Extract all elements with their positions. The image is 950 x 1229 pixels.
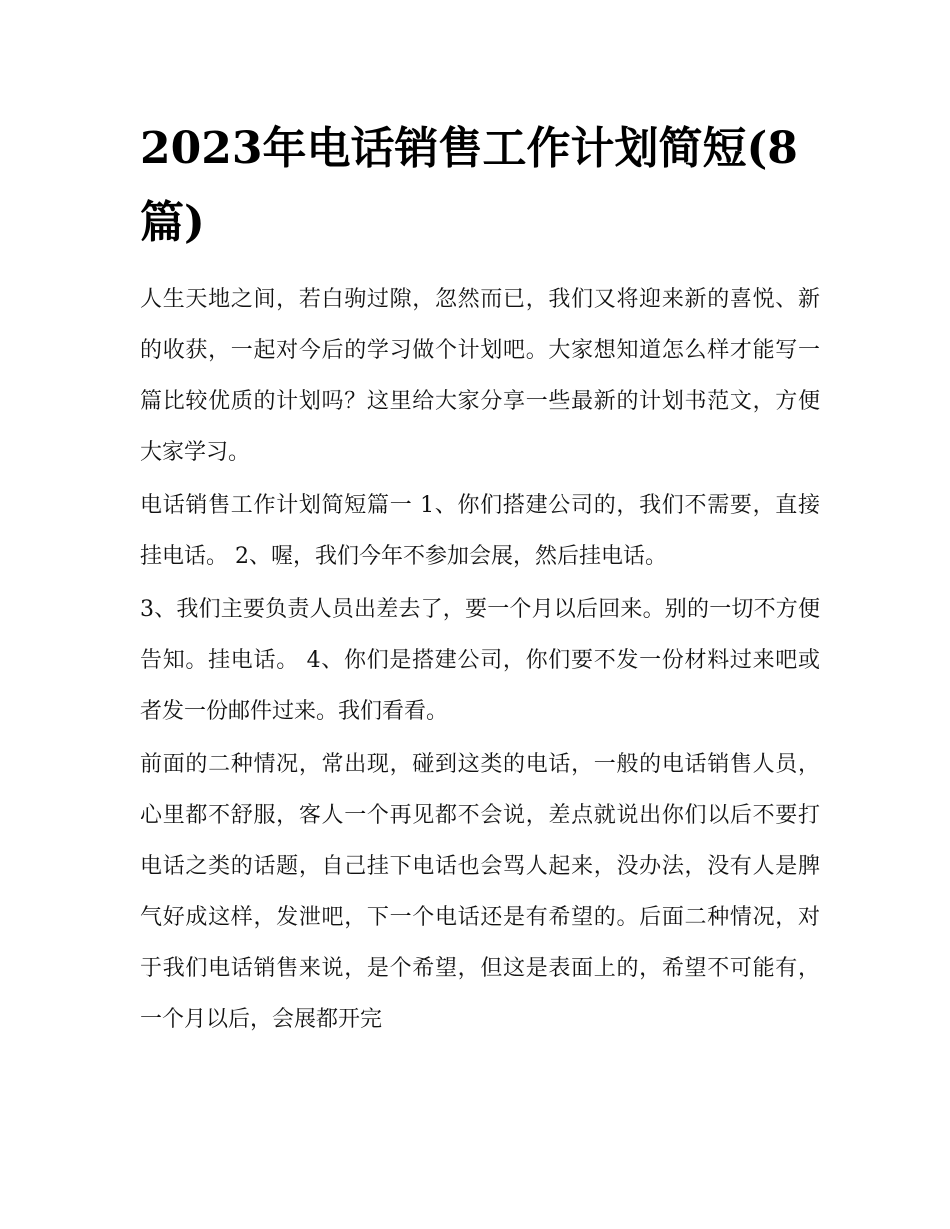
paragraph-piece-one: 电话销售工作计划简短篇一 1、你们搭建公司的，我们不需要，直接挂电话。 2、喔，我们今年不参加会展，然后挂电话。 [140,493,820,569]
paragraph-analysis: 前面的二种情况，常出现，碰到这类的电话，一般的电话销售人员，心里都不舒服，客人一个再见都不会说，差点就说出你们以后不要打电话之类的话题，自己挂下电话也会骂人起来，没办法，没有人是脾气好成这样，发泄吧，下一个电话还是有希望的。后面二种情况，对于我们电话销售来说，是个希望，但这是表面上的，希望不可能有，一个月以后，会展都开完 [140,752,820,1032]
paragraph-intro: 人生天地之间，若白驹过隙，忽然而已，我们又将迎来新的喜悦、新的收获，一起对今后的学习做个计划吧。大家想知道怎么样才能写一篇比较优质的计划吗？这里给大家分享一些最新的计划书范文，方便大家学习。 [140,287,820,465]
document-title: 2023年电话销售工作计划简短(8篇) [140,123,798,248]
document-body [140,274,820,1047]
paragraph-cases-three-four: 3、我们主要负责人员出差去了，要一个月以后回来。别的一切不方便告知。挂电话。 4、你们是搭建公司，你们要不发一份材料过来吧或者发一份邮件过来。我们看看。 [140,597,820,724]
